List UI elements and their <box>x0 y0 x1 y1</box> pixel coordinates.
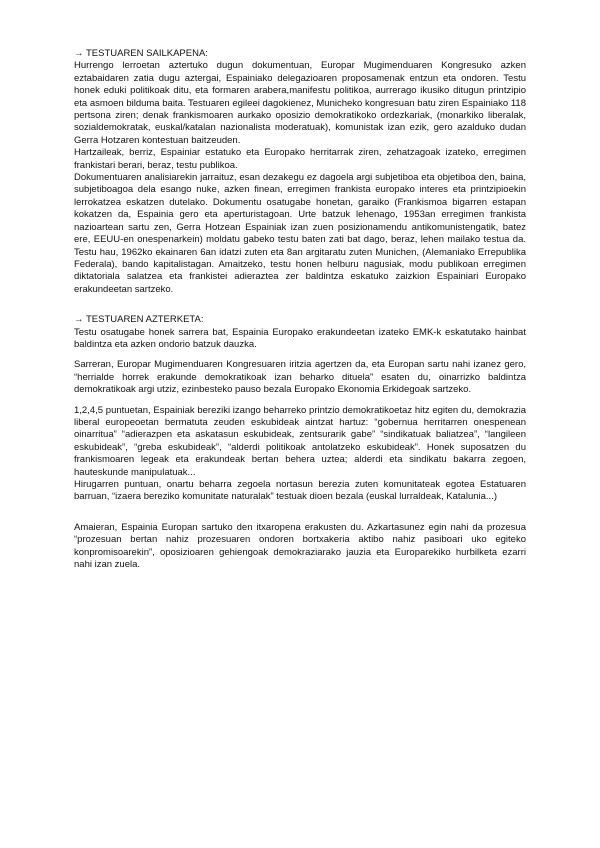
paragraph: Sarreran, Europar Mugimenduaren Kongresuaren iritzia agertzen da, eta Europan sartu nahi izanez gero, “herrialde horrek erakunde demokratikoak izan beharko dituela” esaten du, oinarrizko baldintza demokratikoak argi utziz, ezinbesteko pauso bezala Europako Ekonomia Erkidegoak sartzeko. <box>74 359 526 396</box>
section-heading-sailkapena: → TESTUAREN SAILKAPENA: <box>74 48 208 59</box>
paragraph: 1,2,4,5 puntuetan, Espainiak bereziki izango beharreko printzio demokratikoetaz hitz egiten du, demokrazia liberal europeoetan bermatuta zeuden eskubideak aintzat hartuz: “gobernua herritarren onespenean oinarritua” “adierazpen eta askatasun eskubideak, zentsurarik gabe” “sindikatuak baliatzea”, “langileen eskubideak”, “greba eskubideak”, “alderdi politikoak antolatzeko eskubideak”. Honek suposatzen du frankismoaren legeak eta erakundeak bertan behera uztea; alderdi eta sindikatu bakarra zegoen, hauteskunde manipulatuak... <box>74 404 526 478</box>
paragraph: Testu osatugabe honek sarrera bat, Espainia Europako erakundeetan izateko EMK-k eskatutako hainbat baldintza eta azken ondorio batzuk dauzka. <box>74 326 526 350</box>
paragraph: Hurrengo lerroetan aztertuko dugun dokumentuan, Europar Mugimenduaren Kongresuko azken eztabaidaren zatia dugu aztergai, Espainiako delegazioaren proposamenak entzun eta ondoren. Testu honek eduki politikoak ditu, eta formaren arabera,manifestu politikoa, aurrerago ikusiko ditugun printzipio eta asmoen bilduma baita. Testuaren egileei dagokienez, Municheko kongresuan batu ziren Espainiako 118 pertsona ziren; denak frankismoaren aurkako oposizio demokratikoko ordezkariak, (monarkiko liberalak, sozialdemokratak, euskal/katalan nazionalista moderatuak), komunistak izan ezik, gero azalduko dudan Gerra Hotzaren kontestuan baitzeuden. <box>74 60 526 146</box>
paragraph: Amaieran, Espainia Europan sartuko den itxaropena erakusten du. Azkartasunez egin nahi da prozesua “prozesuan bertan nahiz prozesuaren ondoren bortxakeria aktibo nahiz pasiboari uko egiteko konpromisoarekin”, oposizioaren gehiengoak demokraziarako jauzia eta Europarekiko hurbilketa ezarri nahi izan zuela. <box>74 521 526 571</box>
document-page <box>74 48 526 571</box>
paragraph: Hirugarren puntuan, onartu beharra zegoela nortasun berezia zuten komunitateak egotea Estatuaren barruan, “izaera bereziko komunitate naturalak” testuak dioen bezala (euskal lurraldeak, Katalunia...) <box>74 479 526 503</box>
section-gap <box>74 296 526 314</box>
paragraph: Dokumentuaren analisiarekin jarraituz, esan dezakegu ez dagoela argi subjetiboa eta objetiboa den, baina, subjetiboagoa dela esango nuke, azken finean, erregimen frankista europako interes eta printzipioekin lerrokatzea eskatzen dutelako. Dokumentu osatugabe honetan, garaiko (Frankismoa bigarren estapan kokatzen da, Espainia gero eta aperturistagoan. Urte batzuk lehenago, 1953an erregimen frankista nazioartean sartu zen, Gerra Hotzean Espainiak izan zuen posizionamendu antikomunistengatik, batez ere, EEUU-en onespenarkein) moldatu gabeko testu baten zati bat dago, beraz, lehen mailako testua da. Testu hau, 1962ko ekainaren 6an idatzi zuten eta 8an argitaratu zuten Munichen, (Alemaniako Errepublika Federala), bando kapitalistagan. Amaitzeko, testu honen helburu nagusiak, modu publikoan erregimen diktatoriala salatzea eta frankistei adieraztea zer baldintza eskatuko zaizkion Espainiari Europako erakundeetan sartzeko. <box>74 172 526 295</box>
section-heading-azterketa: → TESTUAREN AZTERKETA: <box>74 314 204 326</box>
paragraph: Hartzaileak, berriz, Espainiar estatuko eta Europako herritarrak ziren, zehatzagoak izateko, erregimen frankistari berari, beraz, testu publikoa. <box>74 147 526 171</box>
